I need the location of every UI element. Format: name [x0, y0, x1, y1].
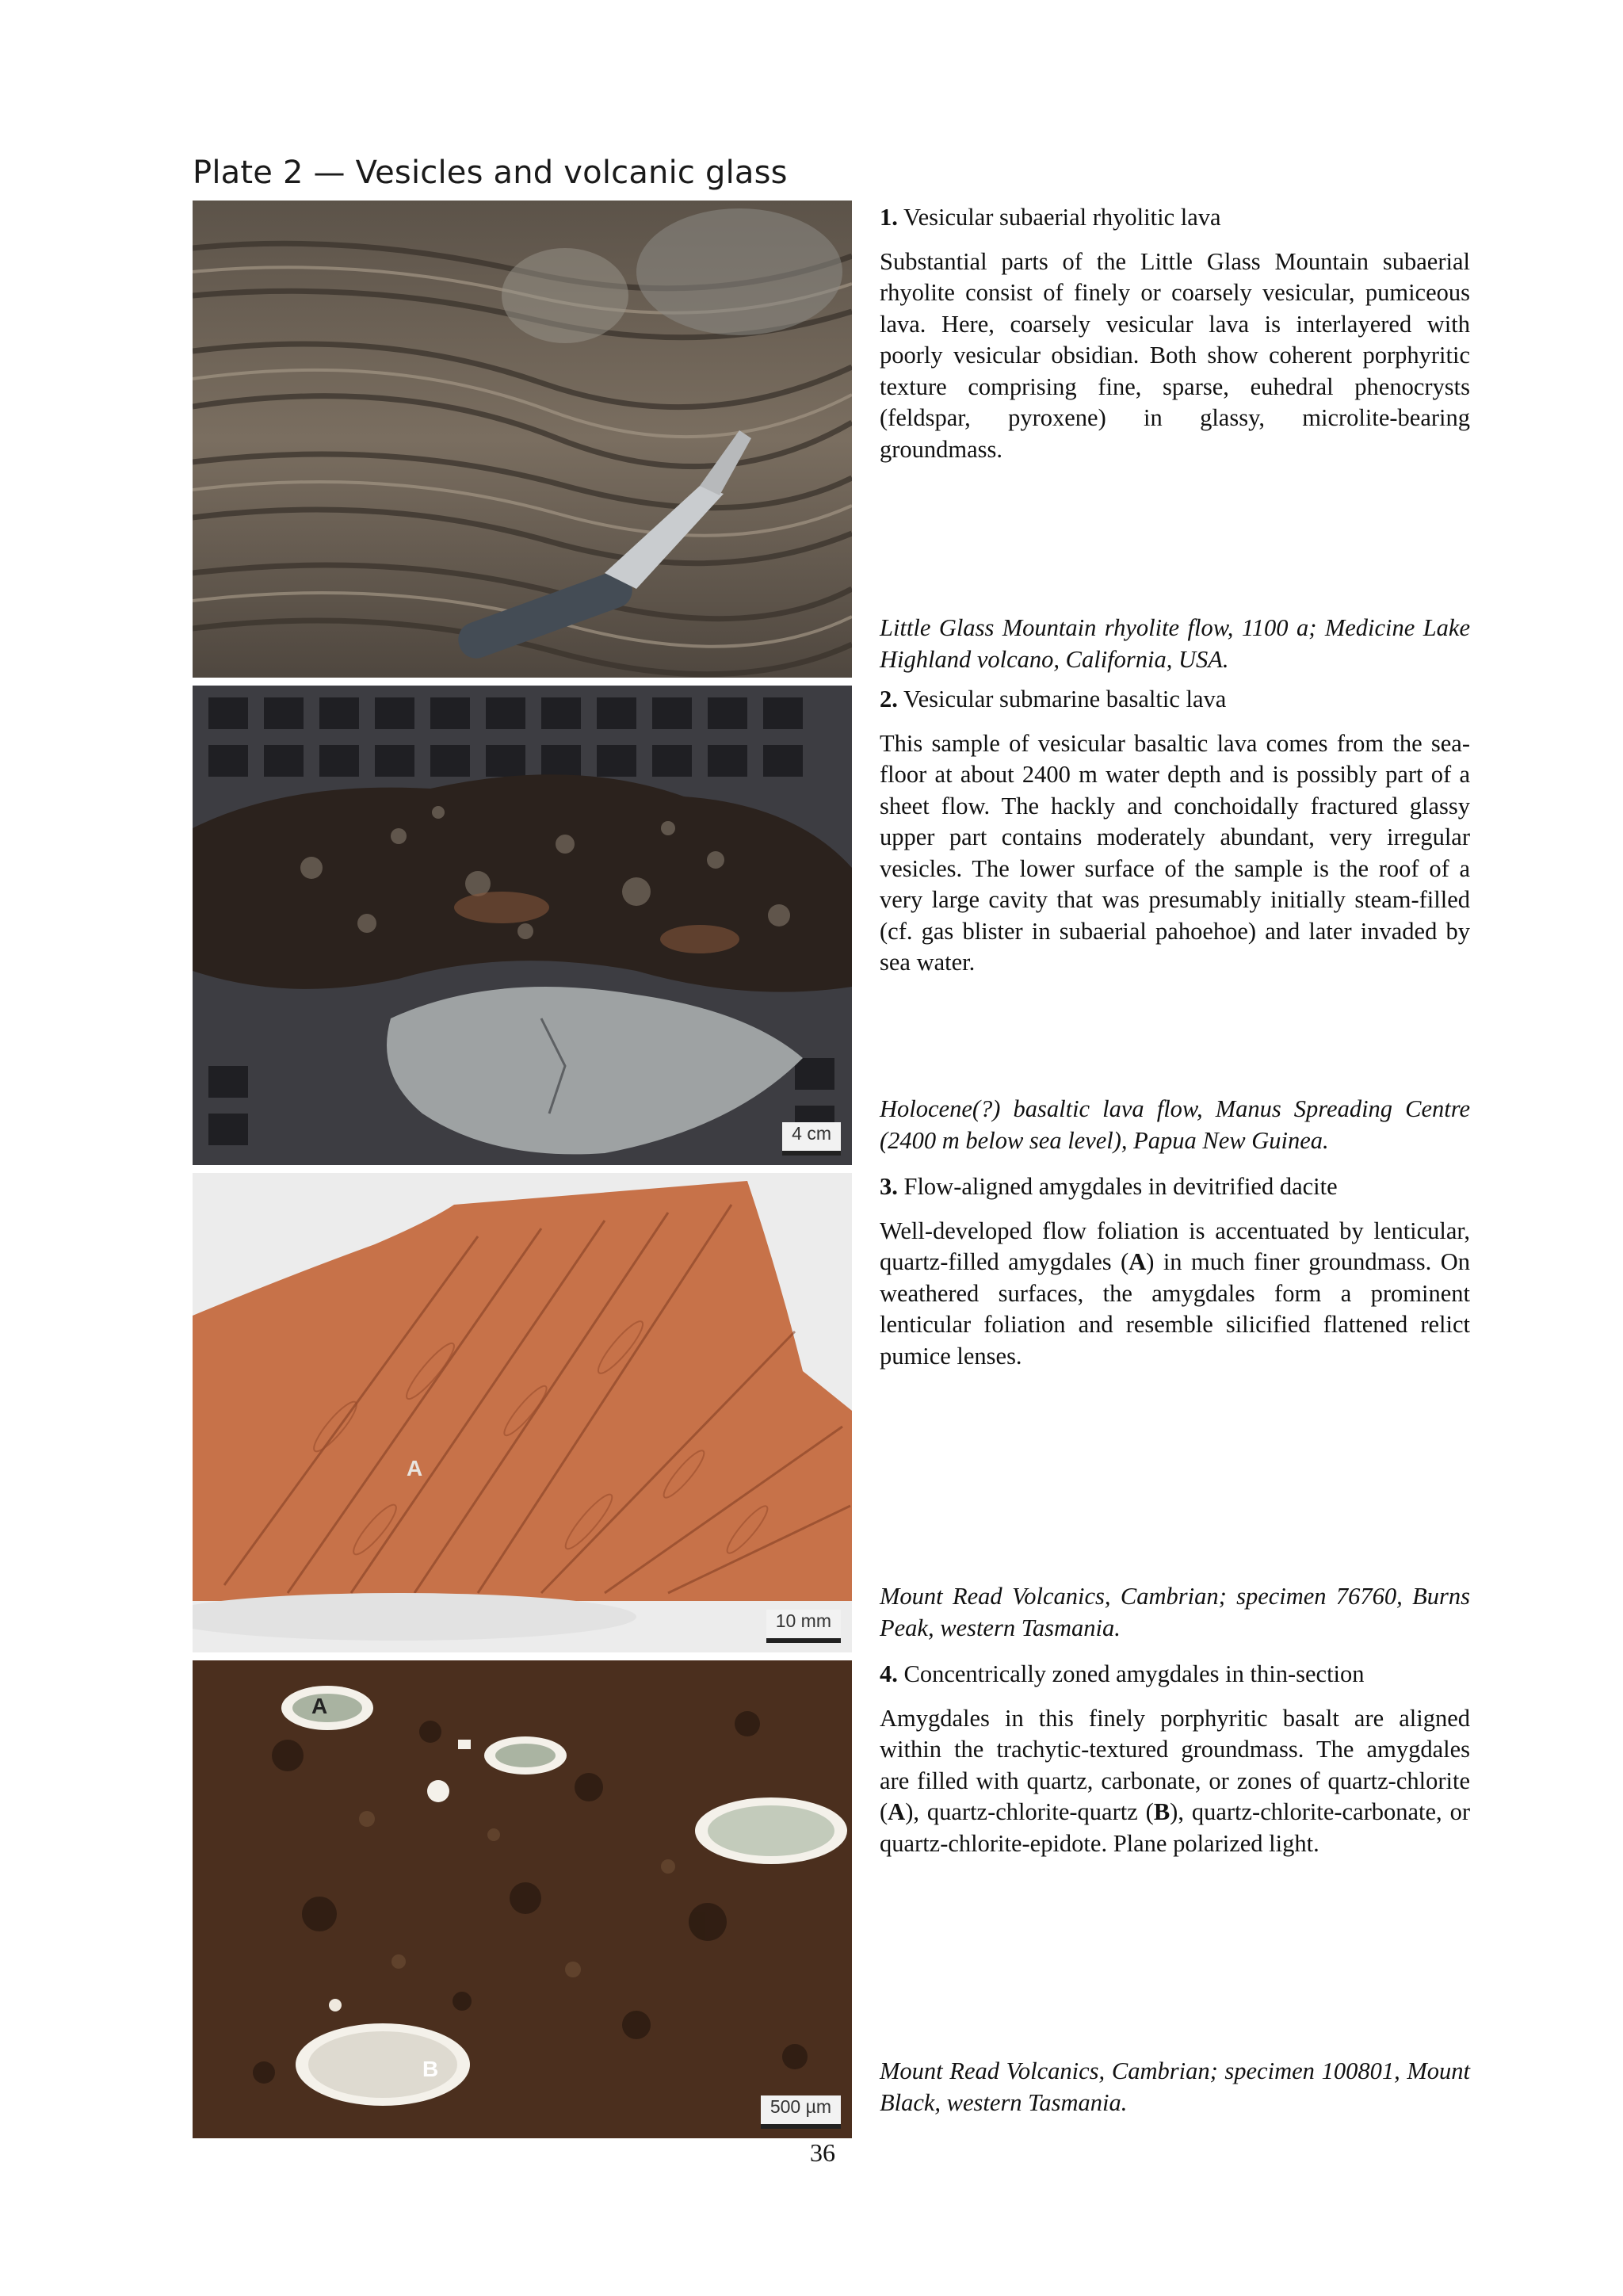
- item-3-heading: [880, 1171, 1470, 1203]
- item-4-body-label-A: A: [888, 1798, 906, 1825]
- item-1-number: 1.: [880, 204, 898, 231]
- amygdale-B: [296, 2023, 470, 2106]
- scale-bar-4cm: 4 cm: [782, 1122, 841, 1156]
- item-4-text: [880, 1659, 1470, 1859]
- item-3-number: 3.: [880, 1173, 898, 1200]
- item-2-text: [880, 684, 1470, 979]
- item-3-body-part: ) in much finer groundmass. On weathered surfaces, the amygdales form a prominent lenticular foliation and resemble silicified flattened relict pumice lenses.: [880, 1248, 1470, 1370]
- item-3-caption: Mount Read Volcanics, Cambrian; specimen 76760, Burns Peak, western Tasmania.: [880, 1583, 1470, 1641]
- scale-bar-10mm: 10 mm: [766, 1610, 841, 1643]
- photo-devitrified-dacite: [193, 1173, 852, 1652]
- item-4-body-part: ), quartz-chlorite-carbonate, or quartz-chlorite-epidote. Plane polarized light.: [880, 1798, 1470, 1857]
- item-4-body-part: ), quartz-chlorite-quartz (: [905, 1798, 1154, 1825]
- item-2-heading: [880, 684, 1470, 716]
- item-1-text: [880, 202, 1470, 465]
- item-1-heading-text: Vesicular subaerial rhyolitic lava: [903, 204, 1221, 231]
- item-3-body-label-A: A: [1128, 1248, 1147, 1275]
- label-A-thin-section: A: [311, 1694, 328, 1718]
- plate-title: Plate 2 — Vesicles and volcanic glass: [193, 155, 788, 191]
- item-3-body-part: Well-developed flow foliation is accentuated by lenticular, quartz-filled amygdales (: [880, 1217, 1470, 1275]
- item-4-body-label-B: B: [1153, 1798, 1170, 1825]
- label-B-thin-section: B: [422, 2057, 439, 2081]
- rhyolite-photo-graphic: [193, 201, 852, 678]
- dacite-photo-graphic: [193, 1173, 852, 1652]
- item-2-body: This sample of vesicular basaltic lava comes from the sea-floor at about 2400 m water depth and is possibly part of a sheet flow. The hackly and conchoidally fractured glassy upper part contains moderately abundant, very irregular vesicles. The lower surface of the sample is the roof of a very large cavity that was presumably initially steam-filled (cf. gas blister in subaerial pahoehoe) and later invaded by sea water.: [880, 729, 1470, 976]
- item-2-heading-text: Vesicular submarine basaltic lava: [903, 686, 1227, 712]
- item-4-body: [880, 1703, 1470, 1860]
- item-4-heading-text: Concentrically zoned amygdales in thin-section: [903, 1660, 1365, 1687]
- item-4-heading: [880, 1659, 1470, 1690]
- thin-section-photo-graphic: [193, 1660, 852, 2138]
- item-4-number: 4.: [880, 1660, 898, 1687]
- item-4-caption: Mount Read Volcanics, Cambrian; specimen 100801, Mount Black, western Tasmania.: [880, 2057, 1470, 2116]
- scale-bar-500um: 500 µm: [761, 2095, 841, 2129]
- item-3-body: [880, 1216, 1470, 1373]
- photo-basaltic-lava: [193, 686, 852, 1165]
- item-1-body: Substantial parts of the Little Glass Mountain subaerial rhyolite consist of finely or coarsely vesicular, pumiceous lava. Here, coarsely vesicular lava is interlayered with poorly vesicular obsidian. Both show coherent porphyritic texture comprising fine, sparse, euhedral phenocrysts (feldspar, pyroxene) in glassy, microlite-bearing groundmass.: [880, 247, 1470, 463]
- photo-rhyolitic-lava: [193, 201, 852, 678]
- label-A-dacite: A: [407, 1456, 423, 1480]
- item-4-body-part: Amygdales in this finely porphyritic basalt are aligned within the trachytic-textured groundmass. The amygdales are filled with quartz, carbonate, or zones of quartz-chlorite (: [880, 1704, 1470, 1825]
- item-3-heading-text: Flow-aligned amygdales in devitrified dacite: [903, 1173, 1338, 1200]
- item-1-heading: [880, 202, 1470, 234]
- photo-thin-section: [193, 1660, 852, 2138]
- item-2-number: 2.: [880, 686, 898, 712]
- basalt-photo-graphic: [193, 686, 852, 1165]
- item-3-text: [880, 1171, 1470, 1372]
- item-2-caption: Holocene(?) basaltic lava flow, Manus Spreading Centre (2400 m below sea level), Papua New Guinea.: [880, 1095, 1470, 1154]
- page-number: 36: [810, 2138, 835, 2167]
- item-1-caption: Little Glass Mountain rhyolite flow, 1100 a; Medicine Lake Highland volcano, California, USA.: [880, 614, 1470, 673]
